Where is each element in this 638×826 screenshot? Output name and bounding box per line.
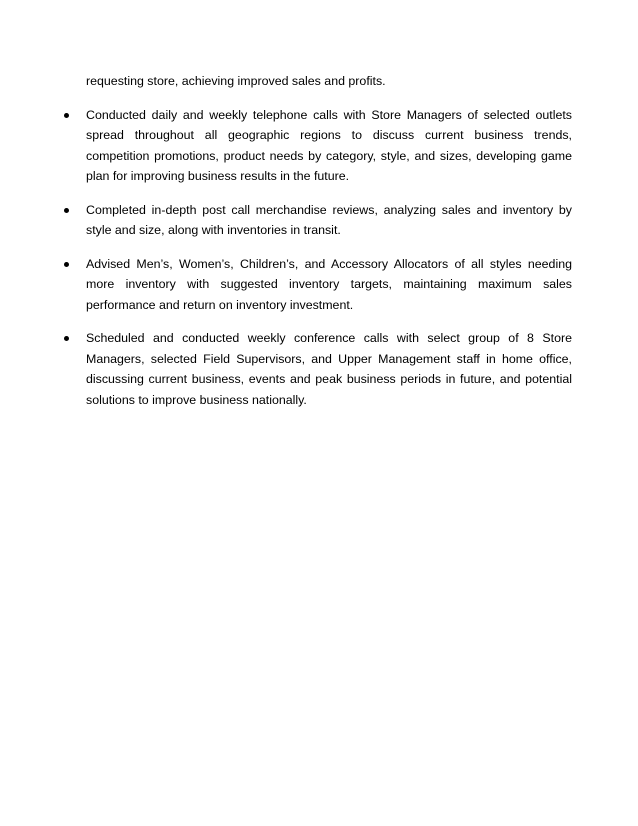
bullet-icon	[64, 113, 69, 118]
document-body	[86, 71, 572, 423]
bullet-icon	[64, 336, 69, 341]
continuation-paragraph: requesting store, achieving improved sales and profits.	[86, 74, 386, 88]
bullet-item	[86, 328, 572, 410]
bullet-text: Conducted daily and weekly telephone calls with Store Managers of selected outlets spread throughout all geographic regions to discuss current business trends, competition promotions, product needs by category, style, and sizes, developing game plan for improving business results in the future.	[86, 107, 572, 183]
bullet-item	[86, 105, 572, 187]
bullet-icon	[64, 262, 69, 267]
bullet-icon	[64, 208, 69, 213]
bullet-text: Advised Men’s, Women’s, Children’s, and Accessory Allocators of all styles needing more inventory with suggested inventory targets, maintaining maximum sales performance and return on inventory investment.	[86, 256, 572, 312]
bullet-item	[86, 200, 572, 241]
bullet-item	[86, 254, 572, 316]
bullet-text: Scheduled and conducted weekly conference calls with select group of 8 Store Managers, selected Field Supervisors, and Upper Management staff in home office, discussing current business, events and peak business periods in future, and potential solutions to improve business nationally.	[86, 331, 572, 407]
bullet-list	[86, 105, 572, 411]
bullet-text: Completed in-depth post call merchandise reviews, analyzing sales and inventory by style and size, along with inventories in transit.	[86, 202, 572, 237]
